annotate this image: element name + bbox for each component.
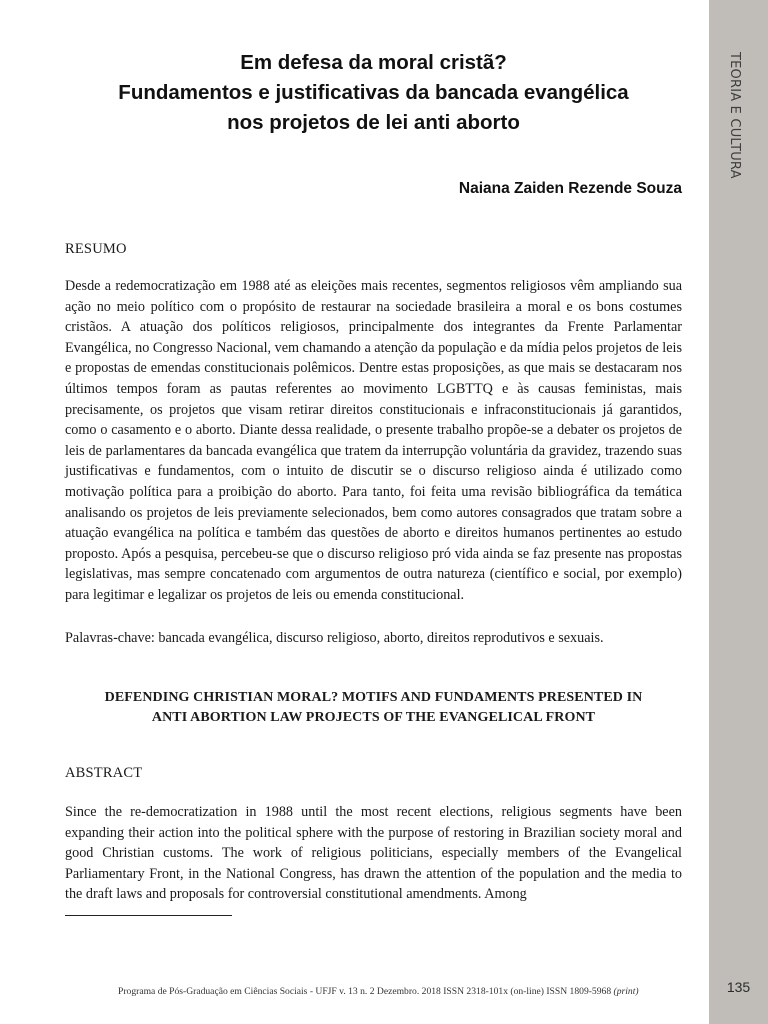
abstract-heading: ABSTRACT: [65, 765, 143, 781]
author-name: Naiana Zaiden Rezende Souza: [458, 180, 682, 197]
resumo-body: [65, 276, 682, 606]
english-title-line: ANTI ABORTION LAW PROJECTS OF THE EVANGELICAL FRONT: [151, 710, 596, 725]
article-title: [65, 48, 682, 138]
journal-footer: [118, 986, 639, 997]
title-line: Em defesa da moral cristã?: [240, 51, 507, 74]
journal-section-label: TEORIA E CULTURA: [727, 52, 742, 179]
page-number: 135: [726, 979, 751, 995]
resumo-paragraph: Desde a redemocratização em 1988 até as eleições mais recentes, segmentos religiosos vêm ampliando sua ação no meio político com o propósito de restaurar na sociedade brasileira a moral e os bons costumes cristãos. A atuação dos políticos religiosos, principalmente dos integrantes da Frente Parlamentar Evangélica, no Congresso Nacional, vem chamando a atenção da população e da mídia pelos projetos de leis e propostas de emendas constitucionais polêmicos. Dentre estas proposições, as que mais se destacaram nos últimos tempos foram as pautas referentes ao movimento LGBTTQ e às causas feministas, mais precisamente, os projetos que visam retirar direitos constitucionais e infraconstitucionais já garantidos, como o casamento e o aborto. Diante dessa realidade, o presente trabalho propõe-se a debater os projetos de leis de parlamentares da bancada evangélica que tratem da interrupção voluntária da gravidez, trazendo suas justificativas e fundamentos, com o intuito de discutir se o discurso religioso ainda é utilizado como motivação política para a proibição do aborto. Para tanto, foi feita uma revisão bibliográfica da temática analisando os projetos de leis previamente selecionados, bem como autores consagrados que tratam sobre a atuação evangélica na política e também das questões de aborto e direitos humanos pertinentes ao estudo proposto. Após a pesquisa, percebeu-se que o discurso religioso pró vida ainda se faz presente nas propostas legislativas, mas sempre concatenado com argumentos de outra natureza (científico e social, por exemplo) para legitimar e legalizar os projetos de leis ou emenda constitucional.: [65, 278, 682, 603]
english-title-line: DEFENDING CHRISTIAN MORAL? MOTIFS AND FUNDAMENTS PRESENTED IN: [104, 690, 643, 705]
resumo-heading: RESUMO: [65, 241, 127, 257]
footer-print-note: (print): [613, 986, 639, 997]
footnote-rule: [65, 915, 232, 916]
footer-text: Programa de Pós-Graduação em Ciências Sociais - UFJF v. 13 n. 2 Dezembro. 2018 ISSN 2318-101x (on-line) ISSN 1809-5968: [118, 986, 614, 997]
title-line: Fundamentos e justificativas da bancada evangélica: [118, 81, 629, 104]
keywords: Palavras-chave: bancada evangélica, discurso religioso, aborto, direitos reprodutivos e sexuais.: [65, 630, 604, 646]
title-line: nos projetos de lei anti aborto: [227, 111, 520, 134]
abstract-paragraph: Since the re-democratization in 1988 until the most recent elections, religious segments have been expanding their action into the political sphere with the purpose of restoring in Brazilian society moral and good Christian customs. The work of religious politicians, especially members of the Evangelical Parliamentary Front, in the National Congress, has drawn the attention of the population and the media to the draft laws and proposals for controversial constitutional amendments. Among: [65, 804, 682, 903]
abstract-body: [65, 802, 682, 905]
english-title: [65, 688, 682, 728]
